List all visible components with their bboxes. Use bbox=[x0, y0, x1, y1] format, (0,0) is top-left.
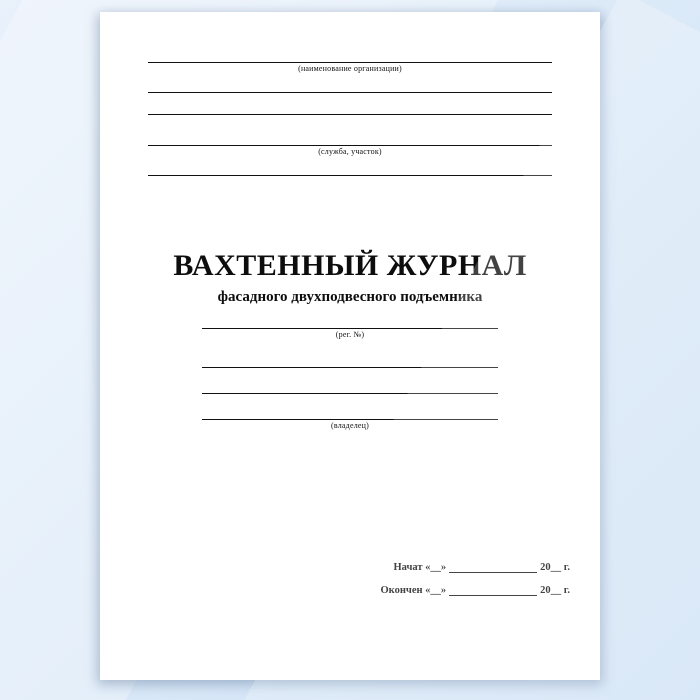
organization-line-2 bbox=[148, 92, 552, 93]
end-date-label: Окончен «__» bbox=[380, 585, 447, 596]
owner-line-1 bbox=[202, 367, 498, 368]
organization-line-3 bbox=[148, 114, 552, 115]
end-date-row bbox=[370, 585, 570, 596]
start-date-label: Начат «__» bbox=[393, 562, 447, 573]
reg-number-line bbox=[202, 328, 498, 329]
start-date-blank bbox=[449, 563, 537, 573]
page-title: ВАХТЕННЫЙ ЖУРНАЛ bbox=[173, 249, 527, 282]
service-area-caption: (служба, участок) bbox=[318, 147, 382, 156]
start-date-year: 20__ г. bbox=[540, 562, 570, 573]
organization-line-1 bbox=[148, 62, 552, 63]
end-date-blank bbox=[449, 586, 537, 596]
owner-caption: (владелец) bbox=[331, 421, 369, 430]
owner-line-2 bbox=[202, 393, 498, 394]
owner-line-3 bbox=[202, 419, 498, 420]
end-date-year: 20__ г. bbox=[540, 585, 570, 596]
reg-number-caption: (рег. №) bbox=[335, 330, 365, 339]
start-date-row bbox=[370, 562, 570, 573]
footer-dates-block bbox=[370, 562, 570, 608]
organization-caption: (наименование организации) bbox=[298, 64, 402, 73]
service-area-line-1 bbox=[148, 145, 552, 146]
journal-cover-page bbox=[100, 12, 600, 680]
service-area-line-2 bbox=[148, 175, 552, 176]
page-subtitle: фасадного двухподвесного подъемника bbox=[217, 289, 483, 305]
